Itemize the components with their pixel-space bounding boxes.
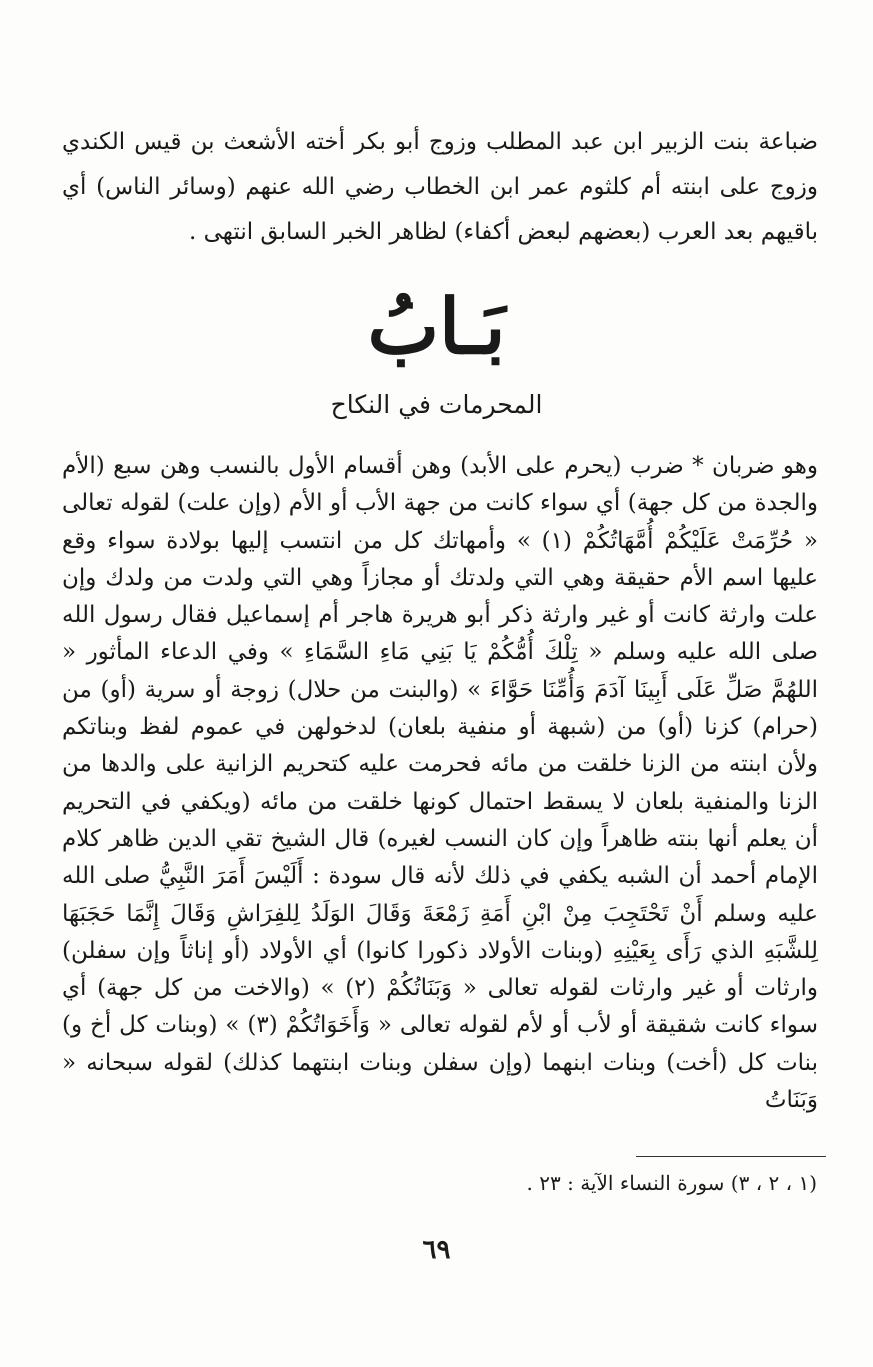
chapter-subtitle: المحرمات في النكاح bbox=[330, 390, 543, 419]
main-text-block bbox=[62, 448, 818, 1119]
main-paragraph: وهو ضربان * ضرب (يحرم على الأبد) وهن أقسام الأول بالنسب وهن سبع (الأم والجدة من كل جهة) أي سواء كانت من جهة الأب أو الأم (وإن علت) لقوله تعالى « حُرِّمَتْ عَلَيْكُمْ أُمَّهَاتُكُمْ (١) » وأمهاتك كل من انتسب إليها بولادة سواء وقع عليها اسم الأم حقيقة وهي التي ولدتك أو مجازاً وهي التي ولدت من ولدك وإن علت وارثة كانت أو غير وارثة ذكر أبو هريرة هاجر أم إسماعيل فقال رسول الله صلى الله عليه وسلم « تِلْكَ أُمُّكُمْ يَا بَنِي مَاءِ السَّمَاءِ » وفي الدعاء المأثور « اللهُمَّ صَلِّ عَلَى أَبِينَا آدَمَ وَأُمِّنَا حَوَّاءَ » (والبنت من حلال) زوجة أو سرية (أو) من (حرام) كزنا (أو) من (شبهة أو منفية بلعان) لدخولهن في عموم لفظ وبناتكم ولأن ابنته من الزنا خلقت من مائه فحرمت عليه كتحريم الزانية على والدها من الزنا والمنفية بلعان لا يسقط احتمال كونها خلقت من مائه (ويكفي في التحريم أن يعلم أنها بنته ظاهراً وإن كان النسب لغيره) قال الشيخ تقي الدين ظاهر كلام الإمام أحمد أن الشبه يكفي في ذلك لأنه قال سودة : أَلَيْسَ أَمَرَ النَّبِيُّ صلى الله عليه وسلم أَنْ تَحْتَجِبَ مِنْ ابْنِ أَمَةِ زَمْعَةَ وَقَالَ الوَلَدُ لِلفِرَاشِ وَقَالَ إِنَّمَا حَجَبَهَا لِلشَّبَهِ الذي رَأَى بِعَيْنِهِ (وبنات الأولاد ذكورا كانوا) أي الأولاد (أو إناثاً وإن سفلن) وارثات أو غير وارثات لقوله تعالى « وَبَنَاتُكُمْ (٢) » (والاخت من كل جهة) أي سواء كانت شقيقة أو لأب أو لأم لقوله تعالى « وَأَخَوَاتُكُمْ (٣) » (وبنات كل أخ و) بنات كل (أخت) وبنات ابنهما (وإن سفلن وبنات ابنتهما كذلك) لقوله سبحانه « وَبَنَاتُ bbox=[62, 453, 819, 1114]
footnote-divider bbox=[636, 1156, 826, 1157]
page-number: ٦٩ bbox=[422, 1235, 451, 1265]
intro-text-block bbox=[62, 120, 818, 255]
chapter-heading: بَـابُ bbox=[367, 282, 506, 371]
footnote: (١ ، ٢ ، ٣) سورة النساء الآية : ٢٣ . bbox=[526, 1171, 817, 1195]
intro-paragraph: ضباعة بنت الزبير ابن عبد المطلب وزوج أبو بكر أخته الأشعث بن قيس الكندي وزوج على ابنته أم كلثوم عمر ابن الخطاب رضي الله عنهم (وسائر الناس) أي باقيهم بعد العرب (بعضهم لبعض أكفاء) لظاهر الخبر السابق انتهى . bbox=[62, 129, 818, 245]
